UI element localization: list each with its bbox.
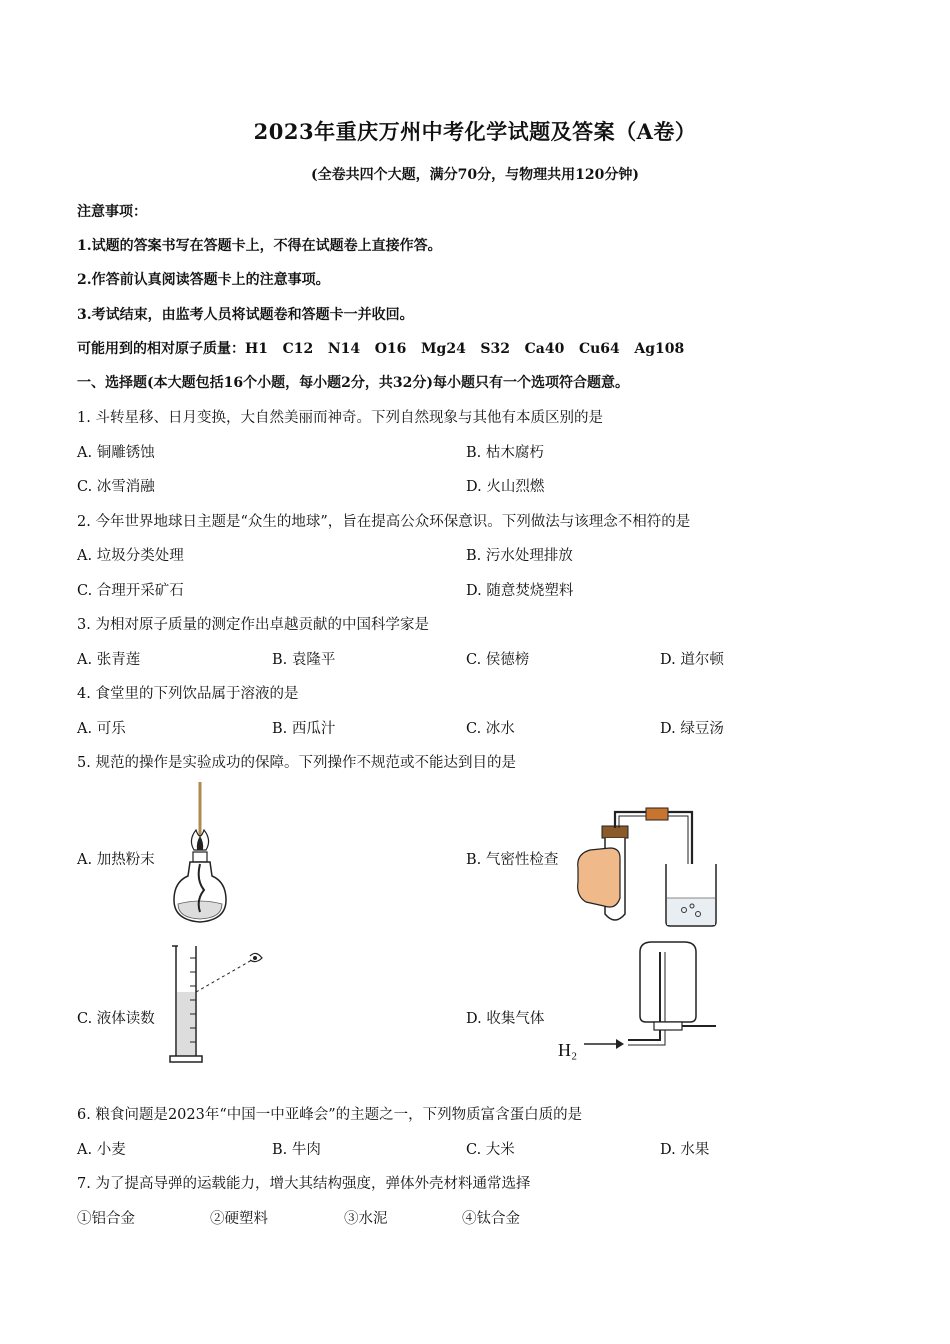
question-stem: 6. 粮食问题是2023年“中国一中亚峰会”的主题之一，下列物质富含蛋白质的是 bbox=[77, 1107, 583, 1123]
option-a: A. 张青莲 bbox=[77, 652, 141, 668]
option-b: B. 污水处理排放 bbox=[466, 548, 573, 564]
graduated-cylinder-reading-figure bbox=[166, 944, 266, 1070]
alcohol-lamp-heating-figure bbox=[160, 780, 230, 930]
h2-label: H₂ bbox=[558, 1040, 578, 1060]
option-a: A. 小麦 bbox=[77, 1142, 126, 1158]
material-option: ③水泥 bbox=[344, 1211, 388, 1227]
question-stem: 4. 食堂里的下列饮品属于溶液的是 bbox=[77, 686, 299, 702]
page-subtitle: (全卷共四个大题，满分70分，与物理共用120分钟) bbox=[311, 167, 639, 183]
option-d: D. 水果 bbox=[660, 1142, 710, 1158]
option-b: B. 气密性检查 bbox=[466, 852, 559, 868]
option-c: C. 冰水 bbox=[466, 721, 515, 737]
question-stem: 3. 为相对原子质量的测定作出卓越贡献的中国科学家是 bbox=[77, 617, 429, 633]
option-a: A. 铜雕锈蚀 bbox=[77, 445, 155, 461]
option-c: C. 侯德榜 bbox=[466, 652, 530, 668]
material-option: ②硬塑料 bbox=[210, 1211, 268, 1227]
section-heading: 一、选择题(本大题包括16个小题，每小题2分，共32分)每小题只有一个选项符合题意。 bbox=[77, 375, 629, 391]
option-b: B. 袁隆平 bbox=[272, 652, 336, 668]
material-option: ①铝合金 bbox=[77, 1211, 135, 1227]
notice-item: 3.考试结束，由监考人员将试题卷和答题卡一并收回。 bbox=[77, 307, 414, 323]
gas-collection-figure bbox=[556, 940, 726, 1070]
question-stem: 2. 今年世界地球日主题是“众生的地球”，旨在提高公众环保意识。下列做法与该理念不相符的是 bbox=[77, 514, 691, 530]
option-d: D. 收集气体 bbox=[466, 1011, 545, 1027]
option-a: A. 可乐 bbox=[77, 721, 126, 737]
option-d: D. 随意焚烧塑料 bbox=[466, 583, 574, 599]
atomic-masses: 可能用到的相对原子质量：H1 C12 N14 O16 Mg24 S32 Ca40 Cu64 Ag108 bbox=[77, 341, 685, 357]
option-c: C. 液体读数 bbox=[77, 1011, 155, 1027]
notice-item: 1.试题的答案书写在答题卡上，不得在试题卷上直接作答。 bbox=[77, 238, 442, 254]
option-c: C. 大米 bbox=[466, 1142, 515, 1158]
option-c: C. 冰雪消融 bbox=[77, 479, 155, 495]
option-c: C. 合理开采矿石 bbox=[77, 583, 184, 599]
page-title: 2023年重庆万州中考化学试题及答案（A卷） bbox=[253, 119, 697, 144]
question-stem: 5. 规范的操作是实验成功的保障。下列操作不规范或不能达到目的是 bbox=[77, 755, 516, 771]
option-d: D. 绿豆汤 bbox=[660, 721, 724, 737]
option-a: A. 加热粉末 bbox=[77, 852, 155, 868]
option-b: B. 西瓜汁 bbox=[272, 721, 336, 737]
option-b: B. 枯木腐朽 bbox=[466, 445, 544, 461]
question-stem: 7. 为了提高导弹的运载能力，增大其结构强度，弹体外壳材料通常选择 bbox=[77, 1176, 531, 1192]
option-d: D. 火山烈燃 bbox=[466, 479, 545, 495]
option-d: D. 道尔顿 bbox=[660, 652, 724, 668]
question-stem: 1. 斗转星移、日月变换，大自然美丽而神奇。下列自然现象与其他有本质区别的是 bbox=[77, 410, 603, 426]
notice-heading: 注意事项： bbox=[77, 204, 147, 220]
option-b: B. 牛肉 bbox=[272, 1142, 321, 1158]
option-a: A. 垃圾分类处理 bbox=[77, 548, 184, 564]
notice-item: 2.作答前认真阅读答题卡上的注意事项。 bbox=[77, 272, 330, 288]
airtightness-check-figure bbox=[572, 806, 732, 928]
material-option: ④钛合金 bbox=[462, 1211, 520, 1227]
